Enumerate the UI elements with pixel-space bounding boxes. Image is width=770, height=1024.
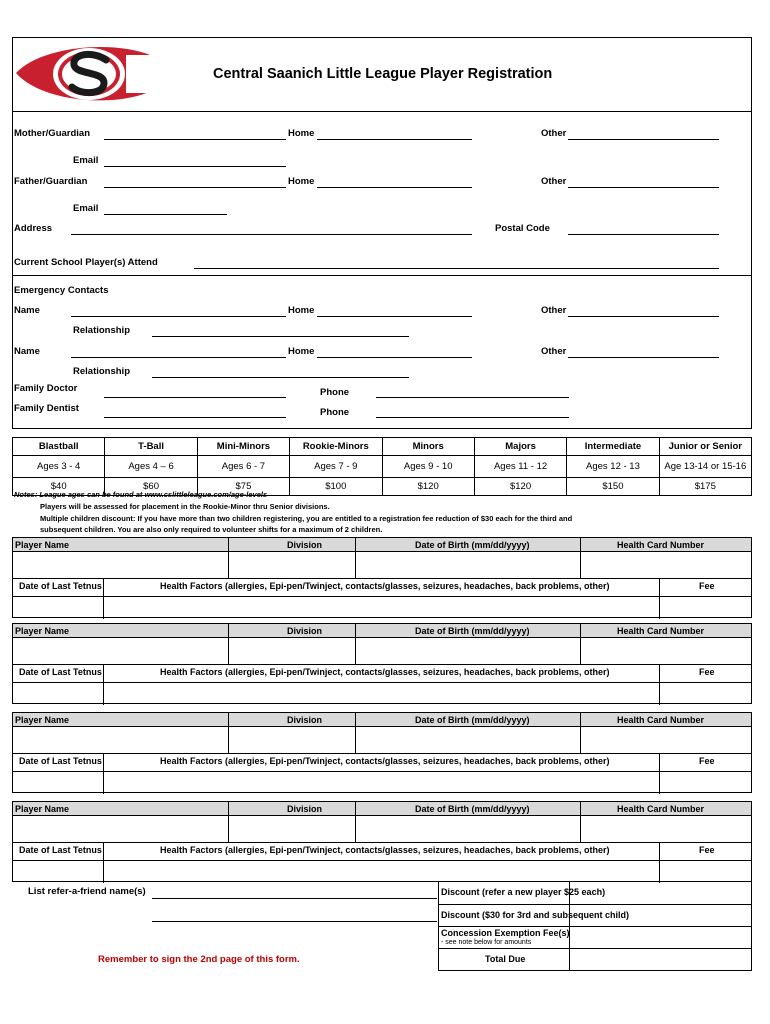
mother-label: Mother/Guardian — [14, 128, 91, 139]
division-cell: Rookie-Minors — [290, 438, 382, 456]
price-cell: $120 — [474, 478, 566, 496]
dentist-label: Family Dentist — [14, 403, 79, 414]
school-field[interactable] — [194, 268, 719, 269]
ages-row — [13, 456, 752, 478]
price-cell: $175 — [659, 478, 751, 496]
father-other-field[interactable] — [568, 187, 719, 188]
emergency1-home-label: Home — [288, 305, 315, 316]
health-factors-label: Health Factors (allergies, Epi-pen/Twinject, contacts/glasses, seizures, headaches, back problems, other) — [160, 845, 610, 855]
emergency2-other-label: Other — [541, 346, 567, 357]
fee-label: Fee — [699, 581, 715, 591]
dentist-field[interactable] — [104, 417, 286, 418]
fee-label: Fee — [699, 845, 715, 855]
father-email-label: Email — [73, 203, 99, 214]
player-block — [12, 537, 752, 618]
division-cell: Junior or Senior — [659, 438, 751, 456]
player-name-label: Player Name — [15, 715, 70, 725]
ages-cell: Ages 3 - 4 — [13, 456, 105, 478]
doctor-phone-label: Phone — [320, 387, 350, 398]
health-factors-label: Health Factors (allergies, Epi-pen/Twinject, contacts/glasses, seizures, headaches, back problems, other) — [160, 667, 610, 677]
ages-cell: Ages 7 - 9 — [290, 456, 382, 478]
health-card-label: Health Card Number — [617, 626, 705, 636]
division-fee-table — [12, 437, 752, 496]
emergency2-home-field[interactable] — [317, 357, 472, 358]
doctor-phone-field[interactable] — [376, 397, 569, 398]
concession-note: - see note below for amounts — [441, 939, 532, 946]
health-card-label: Health Card Number — [617, 804, 705, 814]
player-block — [12, 623, 752, 704]
mother-email-field[interactable] — [104, 166, 286, 167]
cs-logo-icon — [14, 41, 164, 109]
mother-email-label: Email — [73, 155, 99, 166]
emergency1-other-label: Other — [541, 305, 567, 316]
dob-label: Date of Birth (mm/dd/yyyy) — [415, 540, 530, 550]
division-cell: Majors — [474, 438, 566, 456]
refer-friend-field[interactable] — [152, 921, 437, 922]
emergency-heading: Emergency Contacts — [14, 285, 109, 296]
concession-amount[interactable] — [570, 927, 751, 948]
total-due-label: Total Due — [485, 954, 526, 964]
emergency1-relationship-label: Relationship — [73, 325, 131, 336]
health-factors-label: Health Factors (allergies, Epi-pen/Twinject, contacts/glasses, seizures, headaches, back problems, other) — [160, 756, 610, 766]
concession-label: Concession Exemption Fee(s) — [441, 928, 570, 938]
player-name-label: Player Name — [15, 626, 70, 636]
ages-cell: Ages 11 - 12 — [474, 456, 566, 478]
division-label: Division — [287, 804, 323, 814]
father-field[interactable] — [104, 187, 286, 188]
father-email-field[interactable] — [104, 214, 227, 215]
notes-line-1: Notes: League ages can be found at www.cslittleleague.com/age-levels — [14, 490, 268, 499]
sign-reminder: Remember to sign the 2nd page of this form. — [98, 954, 300, 965]
mother-field[interactable] — [104, 139, 286, 140]
dob-label: Date of Birth (mm/dd/yyyy) — [415, 715, 530, 725]
player-block — [12, 801, 752, 882]
emergency1-name-field[interactable] — [71, 316, 286, 317]
father-home-label: Home — [288, 176, 315, 187]
health-card-label: Health Card Number — [617, 540, 705, 550]
health-card-label: Health Card Number — [617, 715, 705, 725]
division-cell: Minors — [382, 438, 474, 456]
father-home-field[interactable] — [317, 187, 472, 188]
doctor-field[interactable] — [104, 397, 286, 398]
tetnus-label: Date of Last Tetnus — [19, 667, 102, 677]
division-label: Division — [287, 540, 323, 550]
emergency-divider — [12, 275, 752, 276]
ages-cell: Age 13-14 or 15-16 — [659, 456, 751, 478]
ages-cell: Ages 9 - 10 — [382, 456, 474, 478]
notes-line-2: Players will be assessed for placement in the Rookie-Minor thru Senior divisions. — [40, 502, 330, 511]
emergency1-other-field[interactable] — [568, 316, 719, 317]
refer-friend-label: List refer-a-friend name(s) — [28, 886, 146, 897]
emergency2-name-field[interactable] — [71, 357, 286, 358]
mother-other-label: Other — [541, 128, 567, 139]
notes-line-3: Multiple children discount: If you have more than two children registering, you are entitled to a registration fee reduction of $30 each for the third and — [40, 514, 573, 523]
mother-home-field[interactable] — [317, 139, 472, 140]
emergency2-name-label: Name — [14, 346, 40, 357]
emergency2-other-field[interactable] — [568, 357, 719, 358]
player-name-label: Player Name — [15, 804, 70, 814]
header-divider — [12, 111, 752, 112]
dob-label: Date of Birth (mm/dd/yyyy) — [415, 626, 530, 636]
division-cell: Intermediate — [567, 438, 659, 456]
address-label: Address — [14, 223, 53, 234]
discount-third-label: Discount ($30 for 3rd and subsequent child) — [441, 910, 630, 920]
total-due-amount[interactable] — [570, 949, 751, 970]
ages-cell: Ages 4 – 6 — [105, 456, 197, 478]
emergency2-relationship-label: Relationship — [73, 366, 131, 377]
discount-refer-label: Discount (refer a new player $25 each) — [441, 887, 606, 897]
postal-code-field[interactable] — [568, 234, 719, 235]
price-cell: $60 — [105, 478, 197, 496]
price-cell: $100 — [290, 478, 382, 496]
discount-third-amount[interactable] — [570, 905, 751, 926]
page-title: Central Saanich Little League Player Registration — [213, 66, 553, 82]
notes-line-4: subsequent children. You are also only required to volunteer shifts for a maximum of 2 children. — [40, 525, 383, 534]
division-row — [13, 438, 752, 456]
tetnus-label: Date of Last Tetnus — [19, 756, 102, 766]
division-cell: Mini-Minors — [197, 438, 289, 456]
player-block — [12, 712, 752, 793]
price-cell: $120 — [382, 478, 474, 496]
ages-cell: Ages 6 - 7 — [197, 456, 289, 478]
division-cell: T-Ball — [105, 438, 197, 456]
father-other-label: Other — [541, 176, 567, 187]
price-cell: $75 — [197, 478, 289, 496]
ages-cell: Ages 12 - 13 — [567, 456, 659, 478]
fee-label: Fee — [699, 667, 715, 677]
tetnus-label: Date of Last Tetnus — [19, 581, 102, 591]
discount-refer-amount[interactable] — [570, 882, 751, 904]
refer-friend-field[interactable] — [152, 898, 437, 899]
emergency1-name-label: Name — [14, 305, 40, 316]
dentist-phone-label: Phone — [320, 407, 350, 418]
fee-label: Fee — [699, 756, 715, 766]
division-label: Division — [287, 626, 323, 636]
postal-code-label: Postal Code — [495, 223, 550, 234]
emergency1-relationship-field[interactable] — [152, 336, 409, 337]
emergency2-home-label: Home — [288, 346, 315, 357]
discount-box — [438, 881, 752, 971]
division-cell: Blastball — [13, 438, 105, 456]
father-label: Father/Guardian — [14, 176, 88, 187]
price-cell: $40 — [13, 478, 105, 496]
school-label: Current School Player(s) Attend — [14, 257, 158, 268]
mother-home-label: Home — [288, 128, 315, 139]
dob-label: Date of Birth (mm/dd/yyyy) — [415, 804, 530, 814]
emergency2-relationship-field[interactable] — [152, 377, 409, 378]
tetnus-label: Date of Last Tetnus — [19, 845, 102, 855]
emergency1-home-field[interactable] — [317, 316, 472, 317]
doctor-label: Family Doctor — [14, 383, 78, 394]
mother-other-field[interactable] — [568, 139, 719, 140]
division-label: Division — [287, 715, 323, 725]
price-cell: $150 — [567, 478, 659, 496]
address-field[interactable] — [71, 234, 472, 235]
dentist-phone-field[interactable] — [376, 417, 569, 418]
player-name-label: Player Name — [15, 540, 70, 550]
health-factors-label: Health Factors (allergies, Epi-pen/Twinject, contacts/glasses, seizures, headaches, back problems, other) — [160, 581, 610, 591]
